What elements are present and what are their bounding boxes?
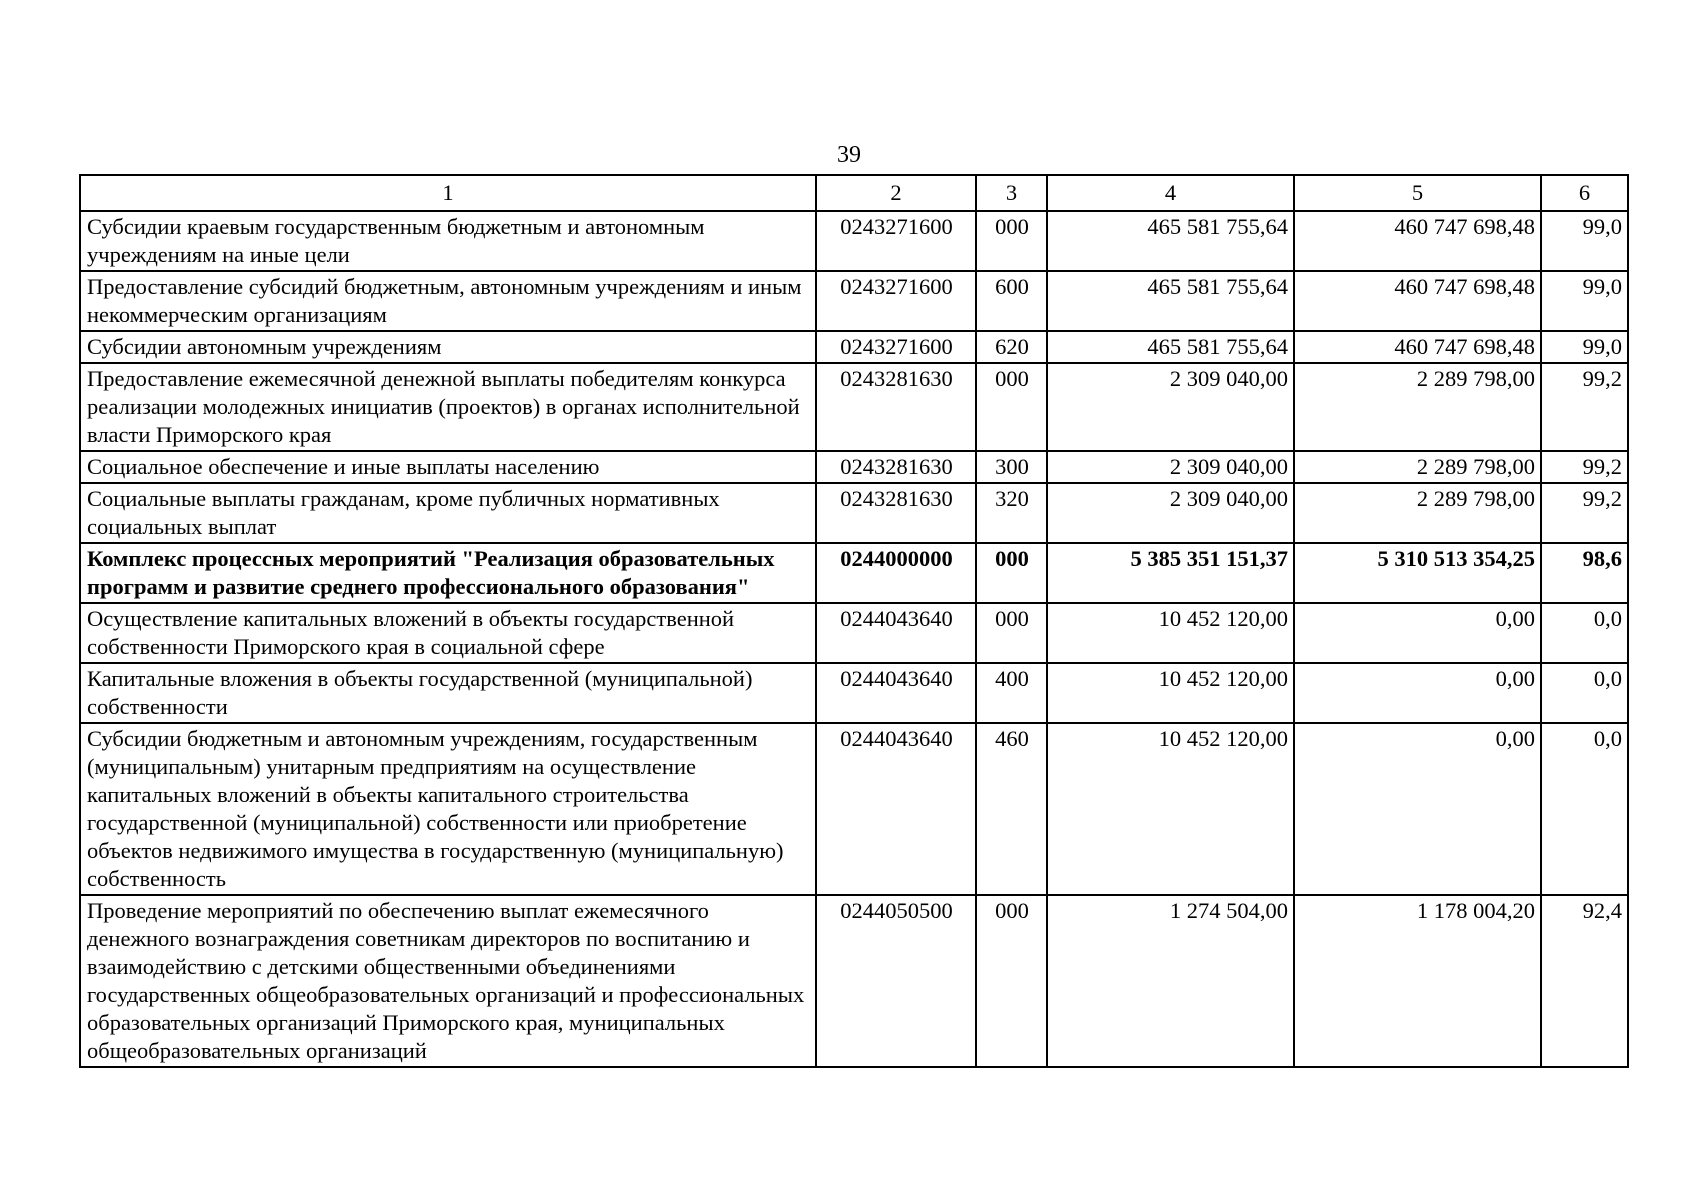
row-planned-amount: 465 581 755,64: [1047, 271, 1294, 331]
row-target-code: 0244043640: [816, 603, 976, 663]
row-target-code: 0243281630: [816, 483, 976, 543]
header-col-6: 6: [1541, 175, 1628, 211]
row-percent: 92,4: [1541, 895, 1628, 1067]
table-row: [80, 363, 1628, 451]
row-name: Проведение мероприятий по обеспечению выплат ежемесячного денежного вознаграждения советникам директоров по воспитанию и взаимодействию с детскими общественными объединениями государственных общеобразовательных организаций и профессиональных образовательных организаций Приморского края, муниципальных общеобразовательных организаций: [80, 895, 816, 1067]
row-expense-type: 000: [976, 603, 1047, 663]
row-expense-type: 400: [976, 663, 1047, 723]
row-expense-type: 300: [976, 451, 1047, 483]
table-row: [80, 543, 1628, 603]
row-planned-amount: 10 452 120,00: [1047, 603, 1294, 663]
row-percent: 99,2: [1541, 451, 1628, 483]
row-name: Капитальные вложения в объекты государственной (муниципальной) собственности: [80, 663, 816, 723]
budget-execution-table: [79, 174, 1629, 1068]
row-percent: 98,6: [1541, 543, 1628, 603]
row-name: Субсидии краевым государственным бюджетным и автономным учреждениям на иные цели: [80, 211, 816, 271]
row-expense-type: 320: [976, 483, 1047, 543]
header-col-5: 5: [1294, 175, 1541, 211]
table-row: [80, 271, 1628, 331]
row-target-code: 0243281630: [816, 363, 976, 451]
table-row: [80, 895, 1628, 1067]
row-percent: 99,2: [1541, 483, 1628, 543]
table-row: [80, 663, 1628, 723]
row-planned-amount: 2 309 040,00: [1047, 363, 1294, 451]
row-expense-type: 000: [976, 895, 1047, 1067]
row-expense-type: 460: [976, 723, 1047, 895]
row-actual-amount: 1 178 004,20: [1294, 895, 1541, 1067]
row-name: Предоставление субсидий бюджетным, автономным учреждениям и иным некоммерческим организациям: [80, 271, 816, 331]
row-actual-amount: 0,00: [1294, 603, 1541, 663]
row-percent: 0,0: [1541, 663, 1628, 723]
row-name: Осуществление капитальных вложений в объекты государственной собственности Приморского края в социальной сфере: [80, 603, 816, 663]
row-name: Комплекс процессных мероприятий "Реализация образовательных программ и развитие среднего профессионального образования": [80, 543, 816, 603]
row-target-code: 0243271600: [816, 271, 976, 331]
row-percent: 0,0: [1541, 723, 1628, 895]
row-target-code: 0244043640: [816, 723, 976, 895]
row-actual-amount: 0,00: [1294, 723, 1541, 895]
row-actual-amount: 0,00: [1294, 663, 1541, 723]
row-planned-amount: 5 385 351 151,37: [1047, 543, 1294, 603]
row-target-code: 0243271600: [816, 331, 976, 363]
table-row: [80, 723, 1628, 895]
row-expense-type: 000: [976, 363, 1047, 451]
row-name: Социальное обеспечение и иные выплаты населению: [80, 451, 816, 483]
header-col-2: 2: [816, 175, 976, 211]
row-planned-amount: 465 581 755,64: [1047, 331, 1294, 363]
table-row: [80, 331, 1628, 363]
row-name: Предоставление ежемесячной денежной выплаты победителям конкурса реализации молодежных инициатив (проектов) в органах исполнительной власти Приморского края: [80, 363, 816, 451]
row-expense-type: 000: [976, 211, 1047, 271]
row-planned-amount: 2 309 040,00: [1047, 483, 1294, 543]
row-name: Субсидии автономным учреждениям: [80, 331, 816, 363]
row-actual-amount: 5 310 513 354,25: [1294, 543, 1541, 603]
header-col-3: 3: [976, 175, 1047, 211]
row-percent: 99,0: [1541, 211, 1628, 271]
row-actual-amount: 2 289 798,00: [1294, 363, 1541, 451]
row-expense-type: 620: [976, 331, 1047, 363]
row-name: Социальные выплаты гражданам, кроме публичных нормативных социальных выплат: [80, 483, 816, 543]
row-target-code: 0243281630: [816, 451, 976, 483]
table-header-row: [80, 175, 1628, 211]
table-body: [80, 211, 1628, 1067]
row-actual-amount: 460 747 698,48: [1294, 211, 1541, 271]
row-name: Субсидии бюджетным и автономным учреждениям, государственным (муниципальным) унитарным предприятиям на осуществление капитальных вложений в объекты капитального строительства государственной (муниципальной) собственности или приобретение объектов недвижимого имущества в государственную (муниципальную) собственность: [80, 723, 816, 895]
row-target-code: 0244043640: [816, 663, 976, 723]
row-actual-amount: 460 747 698,48: [1294, 271, 1541, 331]
row-percent: 0,0: [1541, 603, 1628, 663]
header-col-1: 1: [80, 175, 816, 211]
row-planned-amount: 2 309 040,00: [1047, 451, 1294, 483]
row-target-code: 0244000000: [816, 543, 976, 603]
row-expense-type: 600: [976, 271, 1047, 331]
table-row: [80, 451, 1628, 483]
table-row: [80, 483, 1628, 543]
row-actual-amount: 2 289 798,00: [1294, 483, 1541, 543]
page-number: 39: [837, 142, 861, 168]
row-planned-amount: 10 452 120,00: [1047, 663, 1294, 723]
row-target-code: 0244050500: [816, 895, 976, 1067]
row-actual-amount: 2 289 798,00: [1294, 451, 1541, 483]
row-actual-amount: 460 747 698,48: [1294, 331, 1541, 363]
table-row: [80, 211, 1628, 271]
row-percent: 99,0: [1541, 271, 1628, 331]
row-percent: 99,0: [1541, 331, 1628, 363]
row-expense-type: 000: [976, 543, 1047, 603]
row-planned-amount: 465 581 755,64: [1047, 211, 1294, 271]
row-planned-amount: 1 274 504,00: [1047, 895, 1294, 1067]
row-planned-amount: 10 452 120,00: [1047, 723, 1294, 895]
table-row: [80, 603, 1628, 663]
row-target-code: 0243271600: [816, 211, 976, 271]
row-percent: 99,2: [1541, 363, 1628, 451]
header-col-4: 4: [1047, 175, 1294, 211]
